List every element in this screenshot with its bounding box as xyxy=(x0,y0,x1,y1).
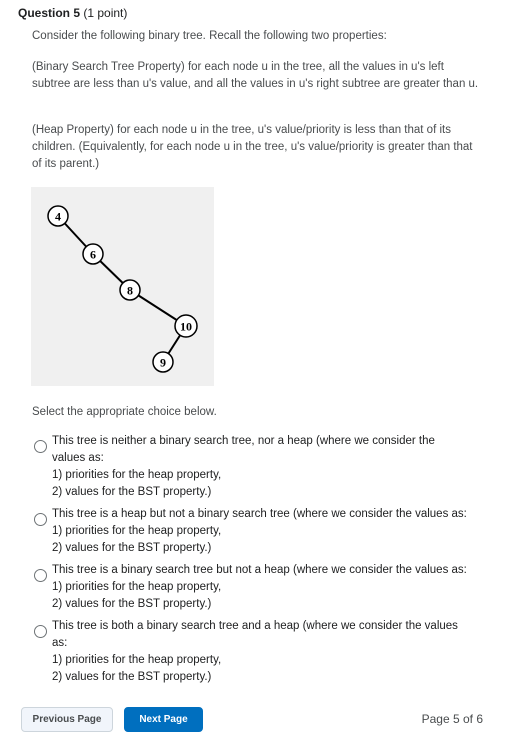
heap-property-text: (Heap Property) for each node u in the tree, u's value/priority is less than that of its children. (Equivalently, for each node u in the tree, u's value/priority is greater than that of its parent.) xyxy=(32,124,473,170)
option-line: 1) priorities for the heap property, xyxy=(52,469,222,481)
option-line: This tree is a heap but not a binary search tree (where we consider the values as: xyxy=(52,508,467,520)
tree-node-label: 6 xyxy=(90,247,96,262)
next-page-button[interactable]: Next Page xyxy=(124,707,203,732)
option-line: 1) priorities for the heap property, xyxy=(52,581,222,593)
tree-node-label: 4 xyxy=(55,209,61,224)
option-line: This tree is neither a binary search tree, nor a heap (where we consider the xyxy=(52,435,435,447)
binary-tree-diagram xyxy=(31,187,214,386)
tree-node-label: 9 xyxy=(160,355,166,370)
radio-button[interactable] xyxy=(34,440,47,453)
prompt-intro: Consider the following binary tree. Recall the following two properties: xyxy=(32,30,387,42)
bst-property-text: (Binary Search Tree Property) for each node u in the tree, all the values in u's left subtree are less than u's value, and all the values in u's right subtree are greater than u. xyxy=(32,61,479,90)
option-line: 2) values for the BST property.) xyxy=(52,542,212,554)
option-line: 2) values for the BST property.) xyxy=(52,671,212,683)
answer-option-heap-not-bst[interactable] xyxy=(34,506,494,557)
tree-node xyxy=(48,206,68,226)
tree-node xyxy=(83,244,103,264)
option-line: 2) values for the BST property.) xyxy=(52,598,212,610)
previous-page-button[interactable]: Previous Page xyxy=(21,707,113,732)
radio-button[interactable] xyxy=(34,569,47,582)
question-title: Question 5 xyxy=(18,6,81,20)
tree-node xyxy=(153,352,173,372)
answer-option-both[interactable] xyxy=(34,618,494,686)
question-points: (1 point) xyxy=(83,6,128,20)
question-header xyxy=(18,6,127,20)
option-line: 1) priorities for the heap property, xyxy=(52,654,222,666)
select-instruction: Select the appropriate choice below. xyxy=(32,406,217,418)
tree-node-label: 10 xyxy=(180,319,192,334)
radio-button[interactable] xyxy=(34,625,47,638)
option-line: 1) priorities for the heap property, xyxy=(52,525,222,537)
page-indicator: Page 5 of 6 xyxy=(421,712,483,726)
radio-button[interactable] xyxy=(34,513,47,526)
option-line: values as: xyxy=(52,452,104,464)
tree-node-label: 8 xyxy=(127,283,133,298)
answer-option-neither[interactable] xyxy=(34,433,494,501)
option-line: This tree is a binary search tree but not a heap (where we consider the values as: xyxy=(52,564,467,576)
answer-option-bst-not-heap[interactable] xyxy=(34,562,494,613)
tree-node xyxy=(175,315,197,337)
tree-node xyxy=(120,280,140,300)
option-line: 2) values for the BST property.) xyxy=(52,486,212,498)
option-line: This tree is both a binary search tree and a heap (where we consider the values xyxy=(52,620,458,632)
option-line: as: xyxy=(52,637,68,649)
